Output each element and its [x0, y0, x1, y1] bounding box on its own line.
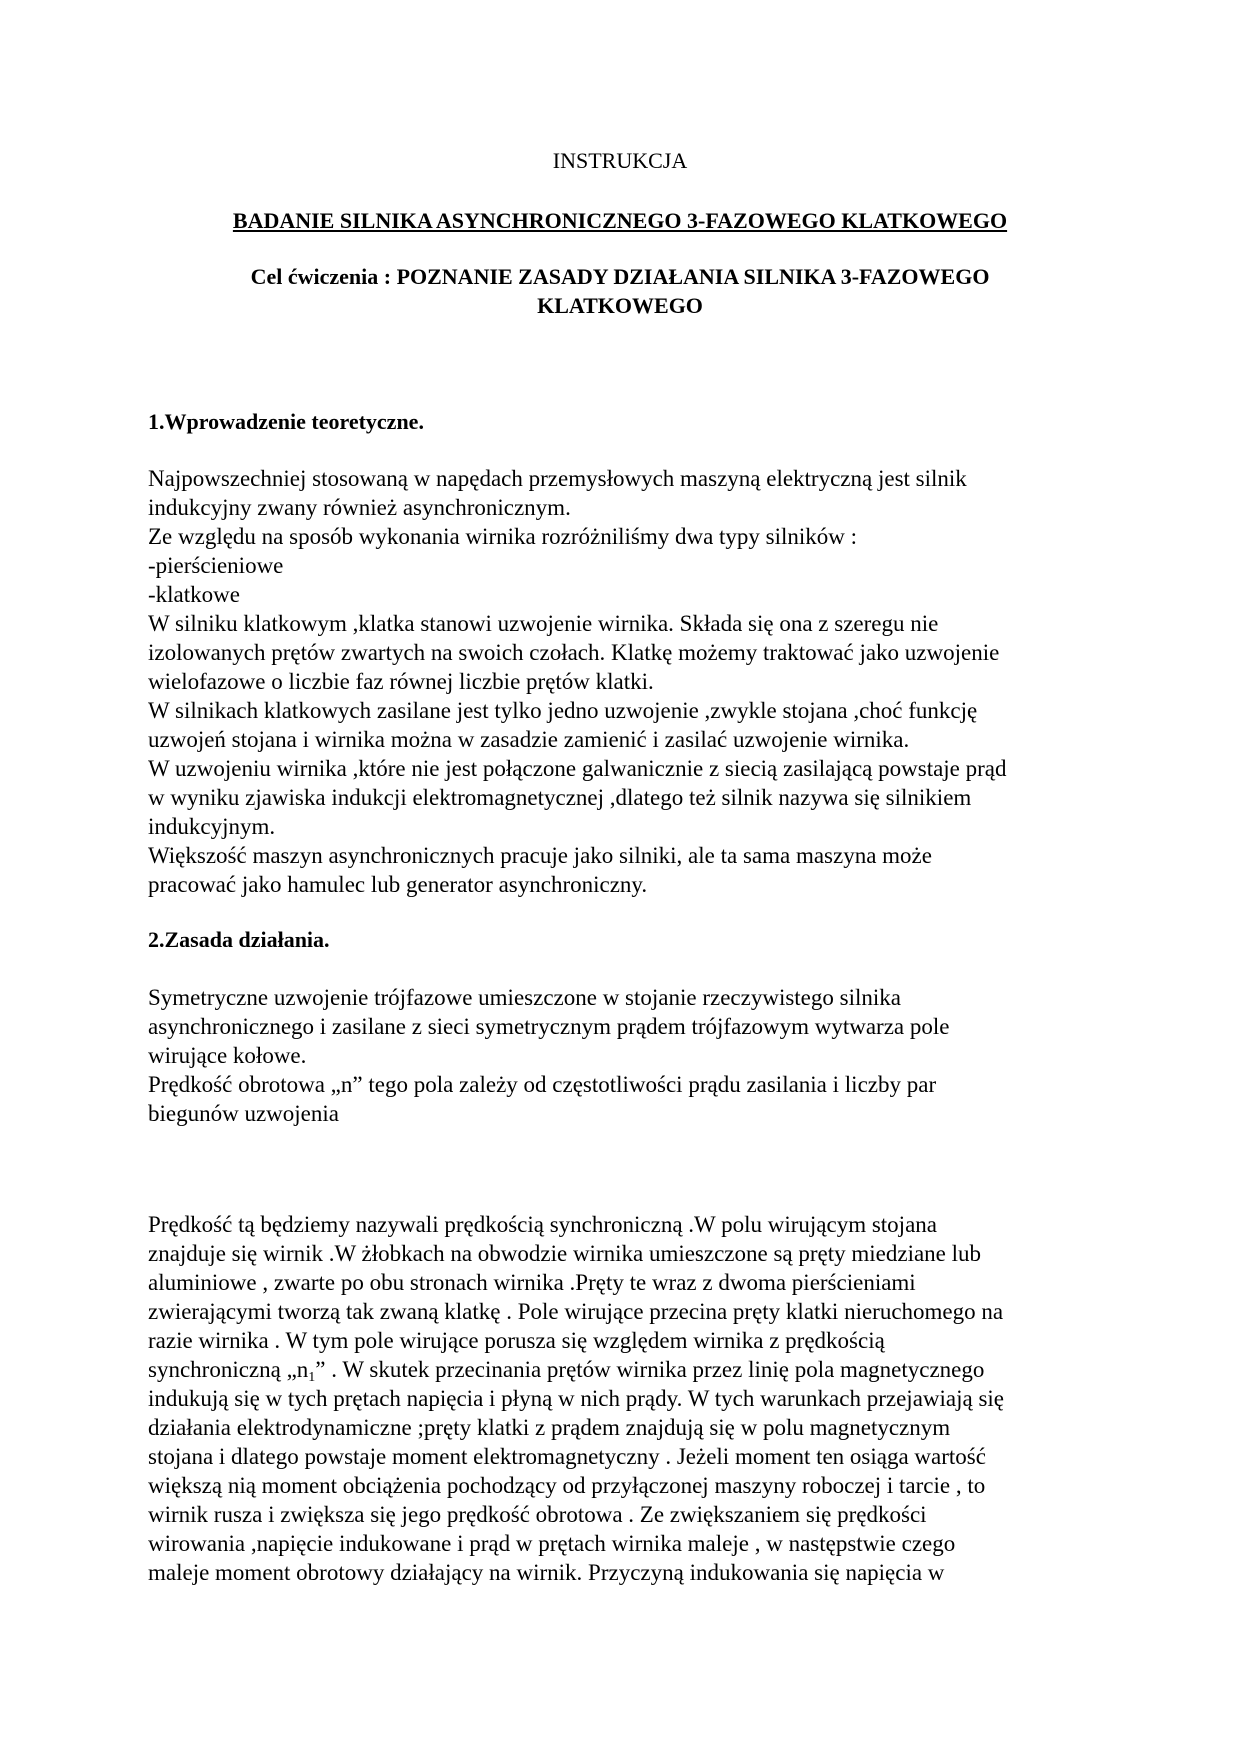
paragraph-line: uzwojeń stojana i wirnika można w zasadzie zamienić i zasilać uzwojenie wirnika.: [148, 727, 910, 752]
paragraph-line: W silniku klatkowym ,klatka stanowi uzwojenie wirnika. Składa się ona z szeregu nie: [148, 611, 939, 636]
paragraph-line: indukcyjny zwany również asynchronicznym.: [148, 495, 571, 520]
paragraph-line: indukcyjnym.: [148, 814, 276, 839]
paragraph-line: izolowanych prętów zwartych na swoich czołach. Klatkę możemy traktować jako uzwojenie: [148, 640, 1000, 665]
section-1-heading: 1.Wprowadzenie teoretyczne.: [148, 409, 424, 434]
paragraph-line: Większość maszyn asynchronicznych pracuje jako silniki, ale ta sama maszyna może: [148, 843, 932, 868]
paragraph-line: Symetryczne uzwojenie trójfazowe umieszczone w stojanie rzeczywistego silnika: [148, 985, 901, 1010]
document-title: BADANIE SILNIKA ASYNCHRONICZNEGO 3-FAZOWEGO KLATKOWEGO: [232, 208, 1008, 233]
paragraph-line: razie wirnika . W tym pole wirujące porusza się względem wirnika z prędkością: [148, 1328, 885, 1353]
paragraph-line: pracować jako hamulec lub generator asynchroniczny.: [148, 872, 648, 897]
section-2-heading: 2.Zasada działania.: [148, 927, 330, 952]
sync-line-start: synchroniczną „n: [148, 1357, 309, 1382]
paragraph-line: wirowania ,napięcie indukowane i prąd w prętach wirnika maleje , w następstwie czego: [148, 1531, 956, 1556]
paragraph-line: -klatkowe: [148, 582, 240, 607]
paragraph-line: znajduje się wirnik .W żłobkach na obwodzie wirnika umieszczone są pręty miedziane lub: [148, 1241, 982, 1266]
paragraph-line: aluminiowe , zwarte po obu stronach wirnika .Pręty te wraz z dwoma pierścieniami: [148, 1270, 916, 1295]
goal-text-line1: POZNANIE ZASADY DZIAŁANIA SILNIKA 3-FAZOWEGO: [396, 264, 990, 289]
paragraph-line: W silnikach klatkowych zasilane jest tylko jedno uzwojenie ,zwykle stojana ,choć funkcję: [148, 698, 978, 723]
paragraph-line: Najpowszechniej stosowaną w napędach przemysłowych maszyną elektryczną jest silnik: [148, 466, 967, 491]
paragraph-line: Prędkość obrotowa „n” tego pola zależy od częstotliwości prądu zasilania i liczby par: [148, 1072, 937, 1097]
sync-line-end: ” . W skutek przecinania prętów wirnika przez linię pola magnetycznego: [315, 1357, 985, 1382]
paragraph-line: asynchronicznego i zasilane z sieci symetrycznym prądem trójfazowym wytwarza pole: [148, 1014, 950, 1039]
paragraph-line: W uzwojeniu wirnika ,które nie jest połączone galwanicznie z siecią zasilającą powstaje prąd: [148, 756, 1007, 781]
paragraph-line: działania elektrodynamiczne ;pręty klatki z prądem znajdują się w polu magnetycznym: [148, 1415, 951, 1440]
paragraph-line: w wyniku zjawiska indukcji elektromagnetycznej ,dlatego też silnik nazywa się silnikiem: [148, 785, 972, 810]
paragraph-line: wielofazowe o liczbie faz równej liczbie prętów klatki.: [148, 669, 654, 694]
paragraph-line: Ze względu na sposób wykonania wirnika rozróżniliśmy dwa typy silników :: [148, 524, 858, 549]
paragraph-line: wirnik rusza i zwiększa się jego prędkość obrotowa . Ze zwiększaniem się prędkości: [148, 1502, 927, 1527]
paragraph-line: wirujące kołowe.: [148, 1043, 307, 1068]
subscript-index: 1: [308, 1370, 316, 1385]
goal-text-line2: KLATKOWEGO: [537, 293, 703, 318]
paragraph-line: Prędkość tą będziemy nazywali prędkością synchroniczną .W polu wirującym stojana: [148, 1212, 937, 1237]
paragraph-line: -pierścieniowe: [148, 553, 284, 578]
goal-prefix: Cel ćwiczenia :: [250, 264, 397, 289]
paragraph-line: zwierającymi tworzą tak zwaną klatkę . Pole wirujące przecina pręty klatki nieruchomego na: [148, 1299, 1004, 1324]
document-label: INSTRUKCJA: [552, 148, 688, 173]
paragraph-line: większą nią moment obciążenia pochodzący od przyłączonej maszyny roboczej i tarcie , to: [148, 1473, 986, 1498]
exercise-goal: [120, 264, 1120, 290]
paragraph-line: stojana i dlatego powstaje moment elektromagnetyczny . Jeżeli moment ten osiąga wartość: [148, 1444, 986, 1469]
paragraph-line: indukują się w tych prętach napięcia i płyną w nich prądy. W tych warunkach przejawiają się: [148, 1386, 1005, 1411]
paragraph-line: biegunów uzwojenia: [148, 1101, 339, 1126]
paragraph-line: maleje moment obrotowy działający na wirnik. Przyczyną indukowania się napięcia w: [148, 1560, 945, 1585]
